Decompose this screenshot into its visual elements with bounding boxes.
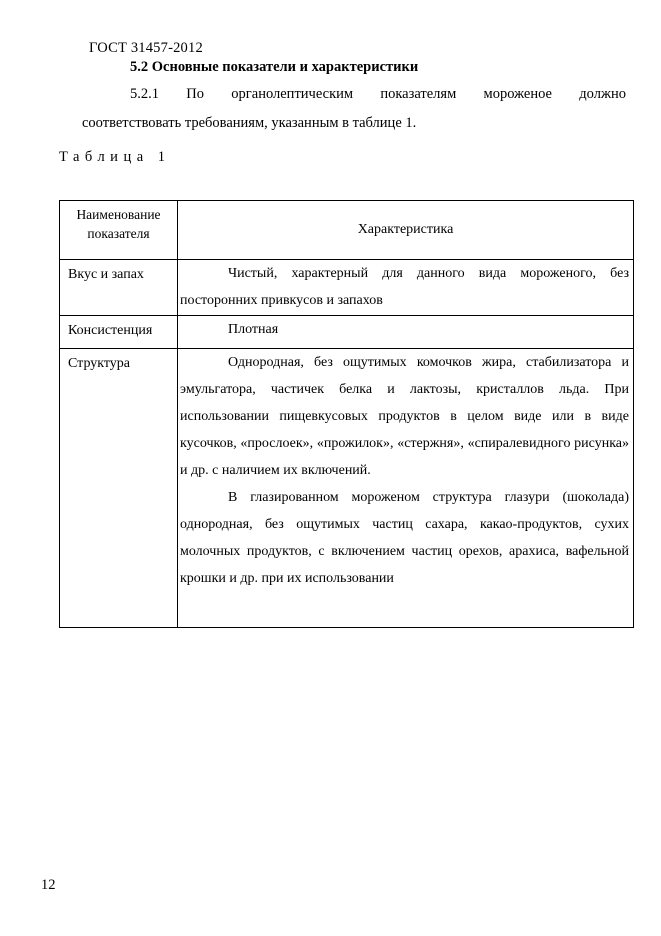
row-characteristic-consistency — [178, 316, 634, 349]
table-header-row — [60, 201, 634, 260]
table-row — [60, 260, 634, 316]
characteristic-paragraph: Однородная, без ощутимых комочков жира, стабилизатора и эмульгатора, частичек белка и лактозы, кристаллов льда. При использовании пищевкусовых продуктов в целом виде или в виде кусочков, «прослоек», «прожилок», «стержня», «спиралевидного рисунка» и др. с наличием их включений. — [180, 355, 629, 478]
paragraph-line-1: 5.2.1 По органолептическим показателям мороженое должно — [130, 86, 626, 102]
header-characteristic: Характеристика — [178, 201, 634, 260]
row-name-structure: Структура — [60, 349, 178, 628]
section-title: 5.2 Основные показатели и характеристики — [130, 59, 419, 75]
table-caption: Таблица 1 — [59, 149, 171, 165]
characteristic-paragraph: Чистый, характерный для данного вида мороженого, без посторонних привкусов и запахов — [180, 266, 629, 308]
characteristic-paragraph: В глазированном мороженом структура глазури (шоколада) однородная, без ощутимых частиц сахара, какао-продуктов, сухих молочных продуктов, с включением частиц орехов, арахиса, вафельной крошки и др. при их использовании — [180, 490, 629, 586]
characteristics-table — [59, 200, 634, 628]
header-indicator-name: Наименование показателя — [60, 201, 178, 260]
page-number: 12 — [41, 877, 56, 893]
table-row — [60, 316, 634, 349]
row-characteristic-structure — [178, 349, 634, 628]
row-name-consistency: Консистенция — [60, 316, 178, 349]
row-name-taste: Вкус и запах — [60, 260, 178, 316]
table-row — [60, 349, 634, 628]
row-characteristic-taste — [178, 260, 634, 316]
paragraph-line-2: соответствовать требованиям, указанным в таблице 1. — [82, 115, 417, 131]
characteristic-paragraph: Плотная — [228, 322, 279, 337]
standard-header: ГОСТ 31457-2012 — [89, 40, 203, 56]
